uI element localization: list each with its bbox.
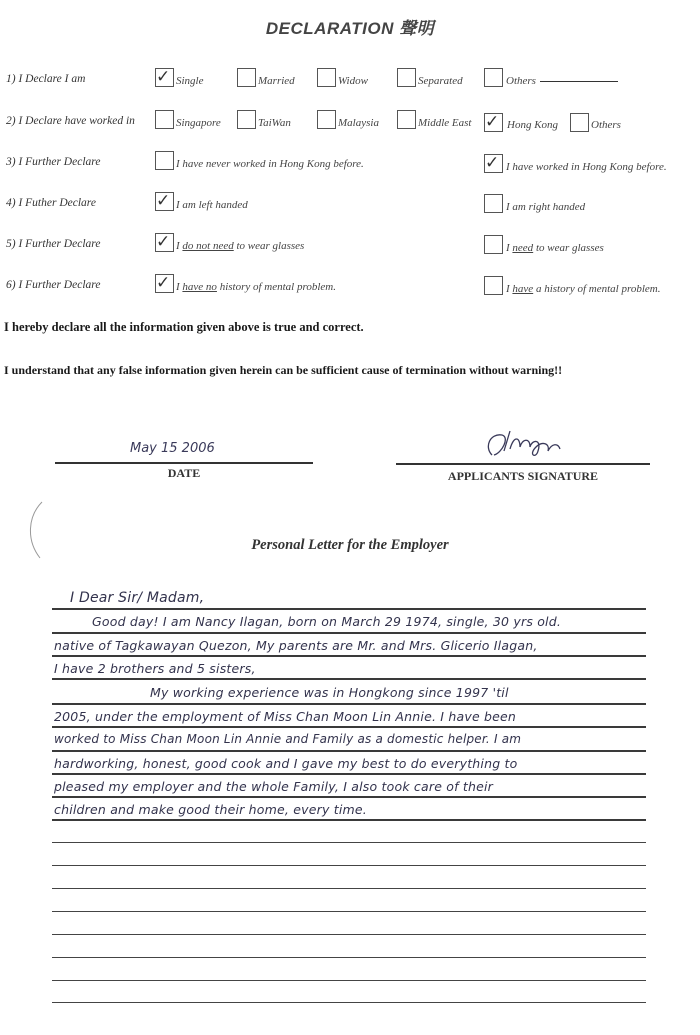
ruled-line <box>52 1002 646 1003</box>
ruled-line <box>52 655 646 657</box>
ruled-line <box>52 819 646 821</box>
letter-title: Personal Letter for the Employer <box>251 537 449 553</box>
option-no-glasses-emphasis: do not need <box>182 240 234 252</box>
option-no-glasses-prefix: I <box>176 240 183 252</box>
checkbox-no-glasses[interactable] <box>155 233 174 252</box>
ruled-line <box>52 980 646 981</box>
row-label-handedness: 4) I Futher Declare <box>6 197 96 209</box>
letter-line: Good day! I am Nancy Ilagan, born on March 29 1974, single, 30 yrs old. <box>92 614 562 629</box>
checkbox-separated[interactable] <box>397 68 416 87</box>
checkbox-mental-history[interactable] <box>484 276 503 295</box>
declaration-true-correct: I hereby declare all the information given above is true and correct. <box>4 320 364 334</box>
ruled-line <box>52 842 646 843</box>
option-no-glasses <box>176 240 304 252</box>
row-label-mental-history: 6) I Further Declare <box>6 279 101 291</box>
checkmark-icon: ✓ <box>485 112 500 132</box>
option-need-glasses-prefix: I <box>506 242 513 254</box>
option-need-glasses-suffix: to wear glasses <box>533 242 604 254</box>
date-value: May 15 2006 <box>130 441 215 456</box>
checkbox-taiwan[interactable] <box>237 110 256 129</box>
option-need-glasses <box>506 242 604 254</box>
checkbox-others-status[interactable] <box>484 68 503 87</box>
option-others-status <box>506 75 618 87</box>
option-need-glasses-emphasis: need <box>512 242 534 254</box>
letter-line: My working experience was in Hongkong since 1997 'til <box>150 685 509 700</box>
signature-scribble <box>480 425 580 465</box>
date-caption: DATE <box>167 466 201 480</box>
letter-line: 2005, under the employment of Miss Chan Moon Lin Annie. I have been <box>54 709 517 724</box>
option-worked-hk-label: I have worked in Hong Kong before. <box>506 161 667 173</box>
ruled-line <box>52 888 646 889</box>
checkbox-malaysia[interactable] <box>317 110 336 129</box>
letter-line: pleased my employer and the whole Family, I also took care of their <box>54 779 494 794</box>
letter-line: I Dear Sir/ Madam, <box>70 590 205 606</box>
checkbox-no-mental-history[interactable] <box>155 274 174 293</box>
ruled-line <box>52 632 646 634</box>
option-singapore-label: Singapore <box>176 117 221 129</box>
letter-line: worked to Miss Chan Moon Lin Annie and Family as a domestic helper. I am <box>54 732 522 746</box>
option-never-worked-hk-label: I have never worked in Hong Kong before. <box>176 158 364 170</box>
option-taiwan-label: TaiWan <box>258 117 291 129</box>
option-no-mental-emphasis: have no <box>182 281 217 293</box>
option-left-handed-label: I am left handed <box>176 199 248 211</box>
page-title: DECLARATION 聲明 <box>265 19 435 38</box>
option-others-status-label: Others <box>506 75 536 87</box>
row-label-civil-status: 1) I Declare I am <box>6 73 86 85</box>
ruled-line <box>52 703 646 705</box>
ruled-line <box>52 750 646 752</box>
option-widow-label: Widow <box>338 75 368 87</box>
option-mental-prefix: I <box>506 283 513 295</box>
letter-line: native of Tagkawayan Quezon, My parents are Mr. and Mrs. Glicerio Ilagan, <box>54 638 538 653</box>
signature-caption: APPLICANTS SIGNATURE <box>447 469 599 483</box>
ruled-line <box>52 726 646 728</box>
option-others-country-label: Others <box>591 119 621 131</box>
ruled-line <box>52 911 646 912</box>
option-no-mental-history <box>176 281 336 293</box>
ruled-line <box>52 796 646 798</box>
checkmark-icon: ✓ <box>156 191 171 211</box>
checkbox-need-glasses[interactable] <box>484 235 503 254</box>
checkbox-widow[interactable] <box>317 68 336 87</box>
option-married-label: Married <box>258 75 295 87</box>
checkbox-middle-east[interactable] <box>397 110 416 129</box>
signature-line <box>396 463 650 465</box>
checkbox-never-worked-hk[interactable] <box>155 151 174 170</box>
option-no-glasses-suffix: to wear glasses <box>233 240 305 252</box>
checkbox-right-handed[interactable] <box>484 194 503 213</box>
row-label-hk-experience: 3) I Further Declare <box>6 156 101 168</box>
option-malaysia-label: Malaysia <box>338 117 379 129</box>
checkbox-singapore[interactable] <box>155 110 174 129</box>
checkmark-icon: ✓ <box>485 153 500 173</box>
option-mental-history <box>506 283 661 295</box>
declaration-false-info: I understand that any false information given herein can be sufficient cause of termination without warning!! <box>4 363 563 377</box>
ruled-line <box>52 773 646 775</box>
letter-line: children and make good their home, every time. <box>54 802 367 817</box>
letter-line: hardworking, honest, good cook and I gave my best to do everything to <box>54 756 518 771</box>
checkbox-others-country[interactable] <box>570 113 589 132</box>
checkbox-single[interactable] <box>155 68 174 87</box>
ruled-line <box>52 934 646 935</box>
letter-line: I have 2 brothers and 5 sisters, <box>54 661 256 676</box>
checkbox-married[interactable] <box>237 68 256 87</box>
option-no-mental-suffix: history of mental problem. <box>216 281 336 293</box>
option-mental-emphasis: have <box>512 283 534 295</box>
option-no-mental-prefix: I <box>176 281 183 293</box>
checkmark-icon: ✓ <box>156 273 171 293</box>
option-hong-kong-label: Hong Kong <box>507 119 559 131</box>
option-right-handed-label: I am right handed <box>506 201 586 213</box>
option-middle-east-label: Middle East <box>418 117 472 129</box>
ruled-line <box>52 678 646 680</box>
checkbox-hong-kong[interactable] <box>484 113 503 132</box>
date-line <box>55 462 313 464</box>
checkmark-icon: ✓ <box>156 232 171 252</box>
option-mental-suffix: a history of mental problem. <box>533 283 661 295</box>
ruled-line <box>52 865 646 866</box>
option-separated-label: Separated <box>418 75 463 87</box>
checkbox-left-handed[interactable] <box>155 192 174 211</box>
row-label-worked-in: 2) I Declare have worked in <box>6 115 135 127</box>
row-label-glasses: 5) I Further Declare <box>6 238 101 250</box>
option-single-label: Single <box>176 75 204 87</box>
ruled-line <box>52 957 646 958</box>
ruled-line <box>52 608 646 610</box>
others-blank-line <box>540 80 618 82</box>
applicant-signature <box>480 425 580 465</box>
checkmark-icon: ✓ <box>156 67 171 87</box>
checkbox-worked-hk[interactable] <box>484 154 503 173</box>
